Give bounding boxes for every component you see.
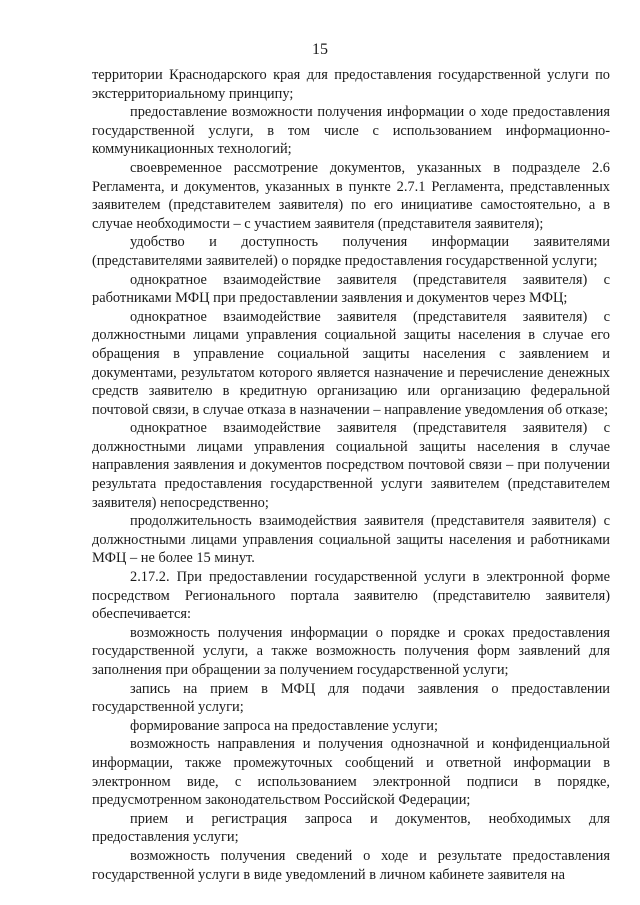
paragraph: возможность направления и получения однозначной и конфиденциальной информации, также промежуточных сообщений и ответной информации в электронном виде, с использованием электронной подписи в порядке, предусмотренном законодательством Российской Федерации; (92, 736, 610, 809)
paragraph: своевременное рассмотрение документов, указанных в подразделе 2.6 Регламента, и документов, указанных в пункте 2.7.1 Регламента, представленных заявителем (представителем заявителя) по его инициативе самостоятельно, а в случае необходимости – с участием заявителя (представителя заявителя); (92, 159, 610, 232)
page-number: 15 (312, 41, 328, 58)
paragraph: удобство и доступность получения информации заявителями (представителями заявителей) о порядке предоставления государственной услуги; (92, 234, 610, 269)
paragraph: однократное взаимодействие заявителя (представителя заявителя) с работниками МФЦ при предоставлении заявления и документов через МФЦ; (92, 271, 610, 307)
paragraph: возможность получения информации о порядке и сроках предоставления государственной услуги, а также возможность получения форм заявлений для заполнения при обращении за получением государственной услуги; (92, 624, 610, 678)
paragraph: 2.17.2. При предоставлении государственной услуги в электронной форме посредством Регионального портала заявителю (представителю заявителя) обеспечивается: (92, 569, 610, 623)
paragraph: территории Краснодарского края для предоставления государственной услуги по экстерриториальному принципу; (92, 67, 610, 102)
paragraph: прием и регистрация запроса и документов, необходимых для предоставления услуги; (92, 810, 610, 846)
paragraph: возможность получения сведений о ходе и результате предоставления государственной услуги в виде уведомлений в личном кабинете заявителя на (92, 847, 610, 883)
paragraph: формирование запроса на предоставление услуги; (130, 717, 438, 734)
paragraph: запись на прием в МФЦ для подачи заявления о предоставлении государственной услуги; (92, 680, 610, 716)
paragraph: продолжительность взаимодействия заявителя (представителя заявителя) с должностными лицами управления социальной защиты населения и работниками МФЦ – не более 15 минут. (92, 513, 610, 567)
paragraph: однократное взаимодействие заявителя (представителя заявителя) с должностными лицами управления социальной защиты населения в случае его обращения в управление социальной защиты населения с заявлением и документами, результатом которого является назначение и перечисление денежных средств заявителю в кредитную организацию или организацию федеральной почтовой связи, в случае отказа в назначении – направление уведомления об отказе; (92, 308, 610, 418)
paragraph: предоставление возможности получения информации о ходе предоставления государственной услуги, в том числе с использованием информационно-коммуникационных технологий; (92, 104, 610, 158)
document-body (92, 66, 610, 884)
paragraph: однократное взаимодействие заявителя (представителя заявителя) с должностными лицами управления социальной защиты населения в случае направления заявления и документов посредством почтовой связи – при получении результата предоставления государственной услуги заявителем (представителем заявителя) непосредственно; (92, 420, 610, 511)
